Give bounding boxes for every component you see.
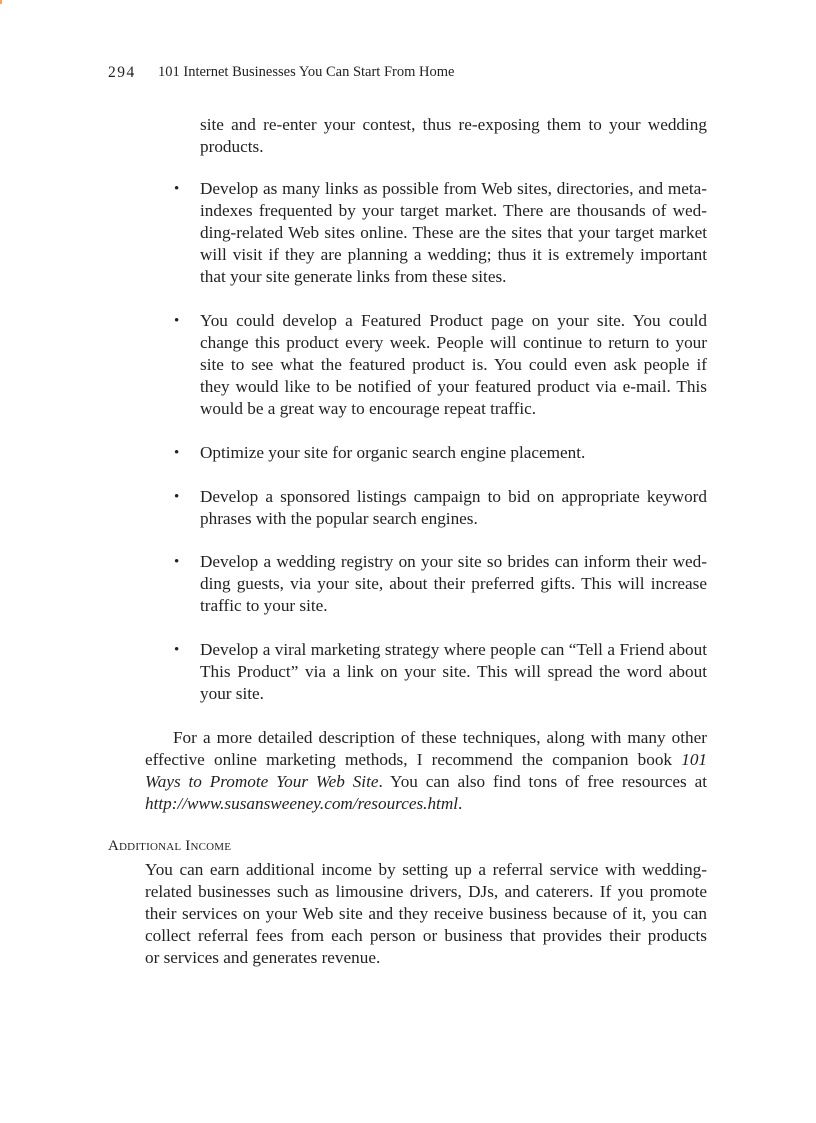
bullet-icon: • [174,489,180,505]
text-line: collect referral fees from each person or business that provides their products [145,926,707,945]
page-number: 294 [108,64,136,81]
bullet-item [174,639,707,705]
text: . You can also find tons of free resources at [378,772,707,791]
bullet-item [174,551,707,617]
text-line: ding guests, via your site, about their preferred gifts. This will increase [200,574,707,593]
text-line: This Product” via a link on your site. This will spread the word about [200,662,707,681]
bullet-icon: • [174,642,180,658]
text-line [145,771,707,793]
resource-url: http://www.susansweeney.com/resources.html [145,794,459,813]
text-line: indexes frequented by your target market. There are thousands of wed- [200,201,707,220]
text-line: your site. [200,684,264,703]
text-line: that your site generate links from these sites. [200,267,507,286]
bullet-icon: • [174,181,180,197]
text-line: their services on your Web site and they receive business because of it, you can [145,904,707,923]
book-title: 101 [681,750,707,769]
text-line: phrases with the popular search engines. [200,509,478,528]
scan-mark [0,0,2,4]
section-heading: Additional Income [108,838,232,854]
bullet-item [174,486,707,530]
text-line: traffic to your site. [200,596,328,615]
text-line: Develop a wedding registry on your site so brides can inform their wed- [200,552,707,571]
text-line: Develop a sponsored listings campaign to bid on appropriate keyword [200,487,707,506]
bullet-icon: • [174,554,180,570]
text-line: related businesses such as limousine drivers, DJs, and caterers. If you promote [145,882,707,901]
summary-paragraph [145,727,707,815]
text-line: products. [200,137,264,156]
text-line: You can earn additional income by setting up a referral service with wedding- [145,860,707,879]
text-line: or services and generates revenue. [145,948,381,967]
text-line: Optimize your site for organic search engine placement. [200,443,586,462]
section-body [145,859,707,969]
running-title: 101 Internet Businesses You Can Start From Home [158,64,455,80]
text-line: change this product every week. People will continue to return to your [200,333,707,352]
bullet-icon: • [174,313,180,329]
text-line: site and re-enter your contest, thus re-exposing them to your wedding [200,115,707,134]
bullet-item [174,310,707,420]
text-line: will visit if they are planning a wedding; thus it is extremely important [200,245,707,264]
text-line: Develop as many links as possible from Web sites, directories, and meta- [200,179,707,198]
text-line: they would like to be notified of your featured product via e-mail. This [200,377,707,396]
text-line: site to see what the featured product is. You could even ask people if [200,355,707,374]
text-line [145,793,707,815]
text-line: would be a great way to encourage repeat traffic. [200,399,537,418]
bullet-icon: • [174,445,180,461]
bullet-item [174,442,707,464]
continuation-paragraph [200,114,707,158]
text-line: For a more detailed description of these techniques, along with many other [173,728,707,747]
text-line [145,749,707,771]
book-title: Ways to Promote Your Web Site [145,772,379,791]
text-line: You could develop a Featured Product page on your site. You could [200,311,707,330]
text-line: ding-related Web sites online. These are the sites that your target market [200,223,707,242]
text: . [458,794,463,813]
bullet-item [174,178,707,288]
text: effective online marketing methods, I recommend the companion book [145,750,682,769]
text-line: Develop a viral marketing strategy where people can “Tell a Friend about [200,640,707,659]
